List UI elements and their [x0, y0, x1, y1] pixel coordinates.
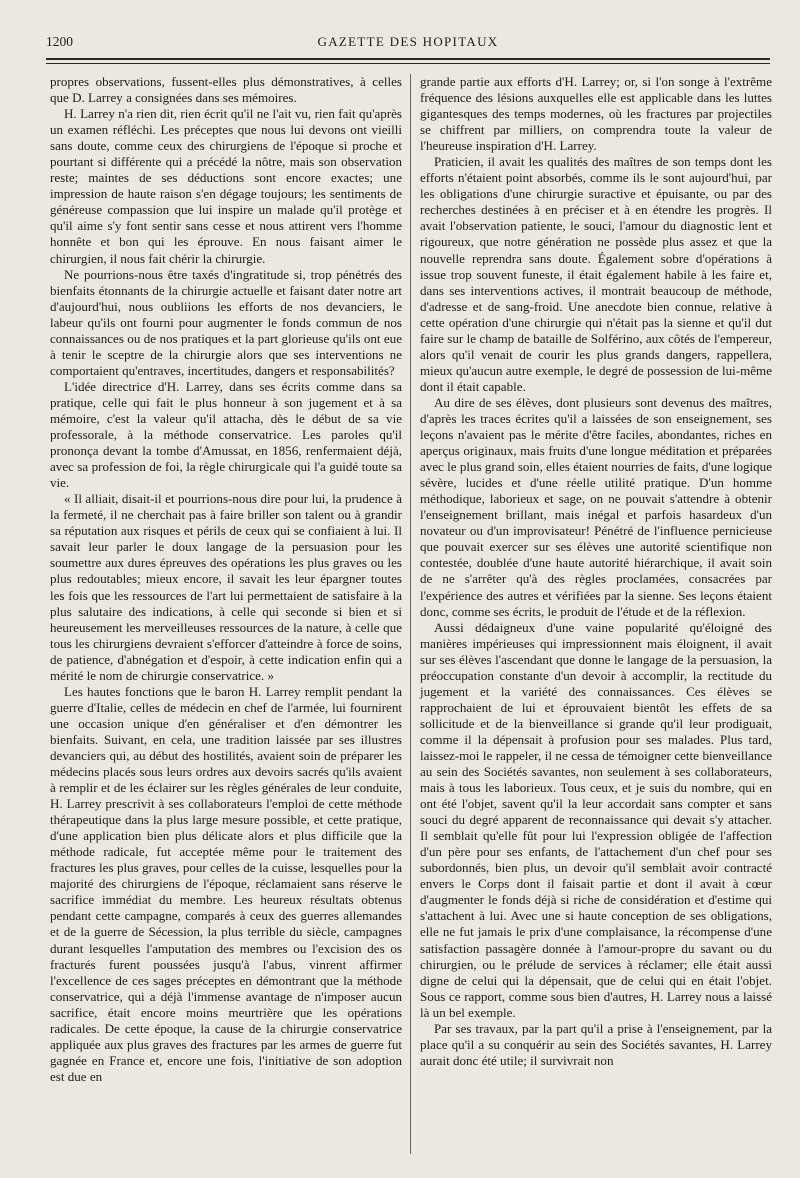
- journal-title: GAZETTE DES HOPITAUX: [317, 34, 499, 49]
- running-header: [46, 34, 770, 56]
- paragraph: L'idée directrice d'H. Larrey, dans ses écrits comme dans sa pratique, celle qui fait le plus honneur à son jugement et à sa mémoire, c'est la valeur qu'il attacha, dès le début de sa vie professorale, à la méthode conservatrice. Les paroles qu'il prononça devant la tombe d'Amussat, en 1856, renfermaient déjà, avec sa profession de foi, la règle chirurgicale qui l'a guidé toute sa vie.: [50, 378, 402, 491]
- paragraph: Praticien, il avait les qualités des maîtres de son temps dont les efforts n'étaient point absorbés, comme ils le sont aujourd'hui, par les obligations d'une chirurgie suractive et épuisante, ou par des recherches destinées à en préciser et à en étendre les progrès. Il avait l'observation patiente, le souci, l'amour du diagnostic lent et rigoureux, que notre génération ne possède plus assez et que la nouvelle reprendra sans doute. Également sobre d'opérations à issue trop souvent funeste, il était également habile à les faire et, dans ses interventions actives, il montrait beaucoup de méthode, d'adresse et de sang-froid. Une anecdote bien connue, relative à cette opération d'une chirurgie qui n'était pas la sienne et qu'il dut faire sur le champ de bataille de Solférino, aux côtés de l'empereur, alors qu'il venait de courir les plus grands dangers, rappellera, mieux qu'aucun autre exemple, le degré de possession de lui-même dont il était capable.: [420, 154, 772, 394]
- column-divider: [410, 74, 411, 1154]
- paragraph: propres observations, fussent-elles plus démonstratives, à celles que D. Larrey a consignées dans ses mémoires.: [50, 74, 402, 106]
- paragraph: Par ses travaux, par la part qu'il a prise à l'enseignement, par la place qu'il a su conquérir au sein des Sociétés savantes, H. Larrey aurait donc été utile; il survivrait non: [420, 1020, 772, 1068]
- right-column: [420, 74, 772, 1069]
- paragraph: grande partie aux efforts d'H. Larrey; or, si l'on songe à l'extrême fréquence des lésions auxquelles elle est applicable dans les luttes gigantesques des temps modernes, où les fractures par projectiles se chiffrent par milliers, on comprendra toute la valeur de l'heureuse inspiration d'H. Larrey.: [420, 74, 772, 154]
- page-number: 1200: [46, 34, 73, 49]
- header-rule-thin: [46, 63, 770, 64]
- paragraph: Les hautes fonctions que le baron H. Larrey remplit pendant la guerre d'Italie, celles de médecin en chef de l'armée, lui fournirent une occasion unique d'en généraliser et d'en démontrer les bienfaits. Suivant, en cela, une tradition laissée par ses illustres devanciers qui, au début des hostilités, avaient soin de préparer les médecins placés sous leurs ordres aux devoirs sacrés qu'ils avaient à remplir et de les éclairer sur les règles générales de leur conduite, H. Larrey prescrivit à ses collaborateurs l'emploi de cette méthode thérapeutique dans la plus large mesure possible, et cette pratique, d'une application bien plus délicate alors et plus difficile que la méthode radicale, fut acceptée même pour le traitement des fractures les plus graves, pour celles de la cuisse, lesquelles pour la majorité des chirurgiens de l'époque, réclamaient sans réserve le sacrifice immédiat du membre. Les heureux résultats obtenus pendant cette campagne, comparés à ceux des guerres allemandes et de la guerre de Sécession, la plus terrible du siècle, campagnes durant lesquelles l'amputation des membres ou l'excision des os fracturés furent poussées jusqu'à l'abus, vinrent affirmer l'excellence de ces sages préceptes en démontrant que la méthode conservatrice, qui a déjà l'immense avantage de n'imposer aucun sacrifice, était encore moins meurtrière que les opérations radicales. De cette époque, la cause de la chirurgie conservatrice appliquée aux plus graves des fractures par les armes de guerre fut gagnée en France et, encore une fois, l'initiative de son adoption est due en: [50, 683, 402, 1084]
- paragraph: Au dire de ses élèves, dont plusieurs sont devenus des maîtres, d'après les traces écrites qu'il a laissées de son enseignement, ses leçons n'avaient pas le mérite d'être faciles, abondantes, riches en aperçus originaux, mais fruits d'une longue méditation et préparées avec le plus grand soin, elles étaient nourries de faits, d'une logique sévère, lucides et d'une réelle utilité pratique. D'un homme méthodique, laborieux et sage, on ne pouvait s'attendre à obtenir l'enseignement brillant, mais inégal et parfois hasardeux d'un novateur ou d'un improvisateur! Pénétré de l'influence pernicieuse que pouvait exercer sur ses élèves une autorité scientifique non contestée, doublée d'une haute autorité hiérarchique, il avait soin de ne s'arrêter qu'à des règles proclamées, consacrées par l'expérience des autres et vérifiées par la sienne. Ses leçons étaient donc, comme ses écrits, le produit de l'étude et de la réflexion.: [420, 394, 772, 619]
- paragraph: H. Larrey n'a rien dit, rien écrit qu'il ne l'ait vu, rien fait qu'après un examen réfléchi. Les préceptes que nous lui devons ont vieilli sans doute, comme ceux des chirurgiens de l'époque si proche et pourtant si différente qui a précédé la nôtre, mais son observation reste; maintes de ses déductions sont encore exactes; une impression de haute raison s'en dégage toujours; les sentiments de généreuse compassion que lui inspire un malade qu'il protège et qu'il aime s'y font sentir sans cesse et nous attirent vers l'homme honnête et bon qui les éprouve. En nous faisant aimer le chirurgien, il nous fait chérir la chirurgie.: [50, 106, 402, 266]
- paragraph: Aussi dédaigneux d'une vaine popularité qu'éloigné des manières impérieuses qui impressionnent mais éloignent, il avait sur ses élèves l'ascendant que donne le langage de la persuasion, la préoccupation constante d'un devoir à accomplir, la rectitude du jugement et la variété des connaissances. Ces élèves se rapprochaient de lui et éprouvaient bientôt les effets de sa sollicitude et de la bienveillance si grande qu'il leur prodiguait, comme il la dépensait à profusion pour ses malades. Plus tard, laissez-moi le rappeler, il ne cessa de témoigner cette bienveillance au sein des Sociétés savantes, non seulement à ses collaborateurs, mais à tous les laborieux. Tous ceux, et je suis du nombre, qui en ont été l'objet, savent qu'il la leur accordait sans compter et sans souci du degré apparent de reconnaissance qui devait s'y attacher. Il semblait qu'elle fût pour lui l'expression obligée de l'affection d'un père pour ses enfants, de l'attachement d'un chef pour ses subordonnés, bien plus, un devoir qu'il semblait avoir contracté envers le Corps dont il faisait partie et dont il avait à cœur d'augmenter le fonds déjà si riche de considération et d'estime qui s'attachent à lui. Avec une si haute conception de ses obligations, elle ne fut jamais le prix d'une complaisance, la récompense d'une satisfaction passagère donnée à l'amour-propre du savant ou du chirurgien, ou le prélude de services à réclamer; elle était aussi digne de celui qui la dépensait, que de celui qui en était l'objet. Sous ce rapport, comme sous bien d'autres, H. Larrey nous a laissé là un bel exemple.: [420, 619, 772, 1020]
- paragraph: Ne pourrions-nous être taxés d'ingratitude si, trop pénétrés des bienfaits étonnants de la chirurgie actuelle et faisant dater notre art d'aujourd'hui, nous oubliions les efforts de nos devanciers, le labeur qu'ils ont fourni pour augmenter le fonds commun de nos connaissances ou de nos pratiques et la part glorieuse qu'ils ont eue à tenir le sceptre de la chirurgie alors que ses interventions ne comportaient qu'entraves, incertitudes, dangers et responsabilités?: [50, 266, 402, 378]
- left-column: [50, 74, 402, 1085]
- paragraph: « Il alliait, disait-il et pourrions-nous dire pour lui, la prudence à la fermeté, il ne cherchait pas à faire briller son talent ou à grandir sa réputation aux risques et périls de ceux qui se confiaient à lui. Il savait leur parler le doux langage de la persuasion pour les soumettre aux dures épreuves des opérations les plus graves ou les plus redoutables; mieux encore, il savait les leur épargner toutes les fois que les ressources de l'art lui permettaient de satisfaire à la plus salutaire des indications, à celle qui seconde si bien et si heureusement les merveilleuses ressources de la nature, à celle que tous les chirurgiens devraient s'efforcer d'atteindre à force de soins, de patience, d'abnégation et d'espoir, à cette indication enfin qui a mérité le nom de chirurgie conservatrice. »: [50, 491, 402, 683]
- header-rule-thick: [46, 58, 770, 60]
